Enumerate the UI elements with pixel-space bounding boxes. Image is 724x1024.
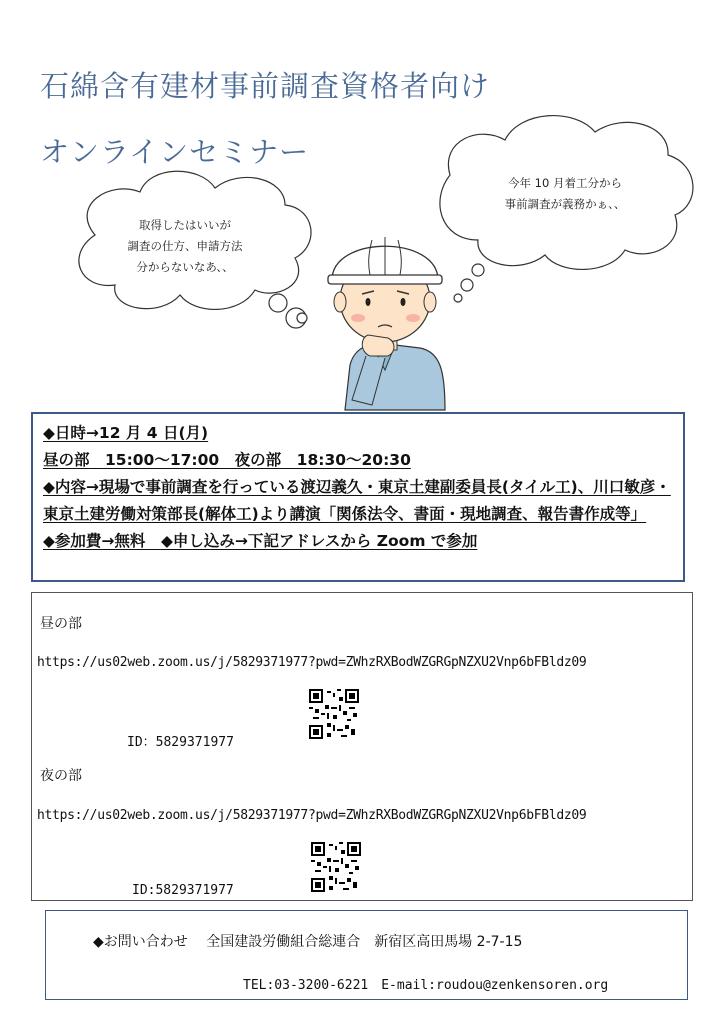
day-zoom-id: ID：5829371977 [127,735,234,750]
bubble-right-line: 事前調査が義務かぁ、、 [504,197,626,211]
bubble-left-text [100,215,270,278]
event-sessions: 昼の部 15:00～17:00 夜の部 18:30～20:30 [43,451,411,469]
worker-figure [328,237,445,410]
page-subtitle: オンラインセミナー [40,135,310,169]
event-datetime: ◆日時→12 月 4 日(月) [43,424,209,442]
event-fee-apply [43,528,673,555]
night-session-label: 夜の部 [40,768,82,784]
event-info-box [31,412,685,582]
day-session-label: 昼の部 [40,616,82,632]
day-zoom-link[interactable]: https://us02web.zoom.us/j/5829371977?pwd=ZWhzRXBodWZGRGpNZXU2Vnp6bFBldz09 [37,655,587,670]
event-content: ◆内容→現場で事前調査を行っている渡辺義久・東京土建副委員長(タイル工)、川口敏彦・東京土建労働対策部長(解体工)より講演「関係法令、書面・現地調査、報告書作成等」 [43,478,671,523]
contact-box [45,910,688,1000]
bubble-right-text [470,173,660,215]
contact-tel-email: TEL:03-3200-6221 E-mail:roudou@zenkensoren.org [243,978,609,993]
event-fee: ◆参加費→無料 [43,532,146,550]
bubble-left-line: 取得したはいいが [139,218,231,232]
bubble-right-line: 今年 10 月着工分から [508,176,622,190]
zoom-links-box [31,592,693,901]
night-qr-code [311,842,361,892]
night-zoom-id: ID:5829371977 [132,883,234,898]
bubble-left-line: 分からないなあ、、 [136,260,234,274]
night-zoom-link[interactable]: https://us02web.zoom.us/j/5829371977?pwd=ZWhzRXBodWZGRGpNZXU2Vnp6bFBldz09 [37,808,587,823]
contact-organization: ◆お問い合わせ 全国建設労働組合総連合 新宿区高田馬場 2-7-15 [93,934,523,950]
day-qr-code [309,689,359,739]
bubble-left-line: 調査の仕方、申請方法 [127,239,243,253]
page-title: 石綿含有建材事前調査資格者向け [40,69,491,103]
event-apply: ◆申し込み→下記アドレスから Zoom で参加 [160,532,478,550]
